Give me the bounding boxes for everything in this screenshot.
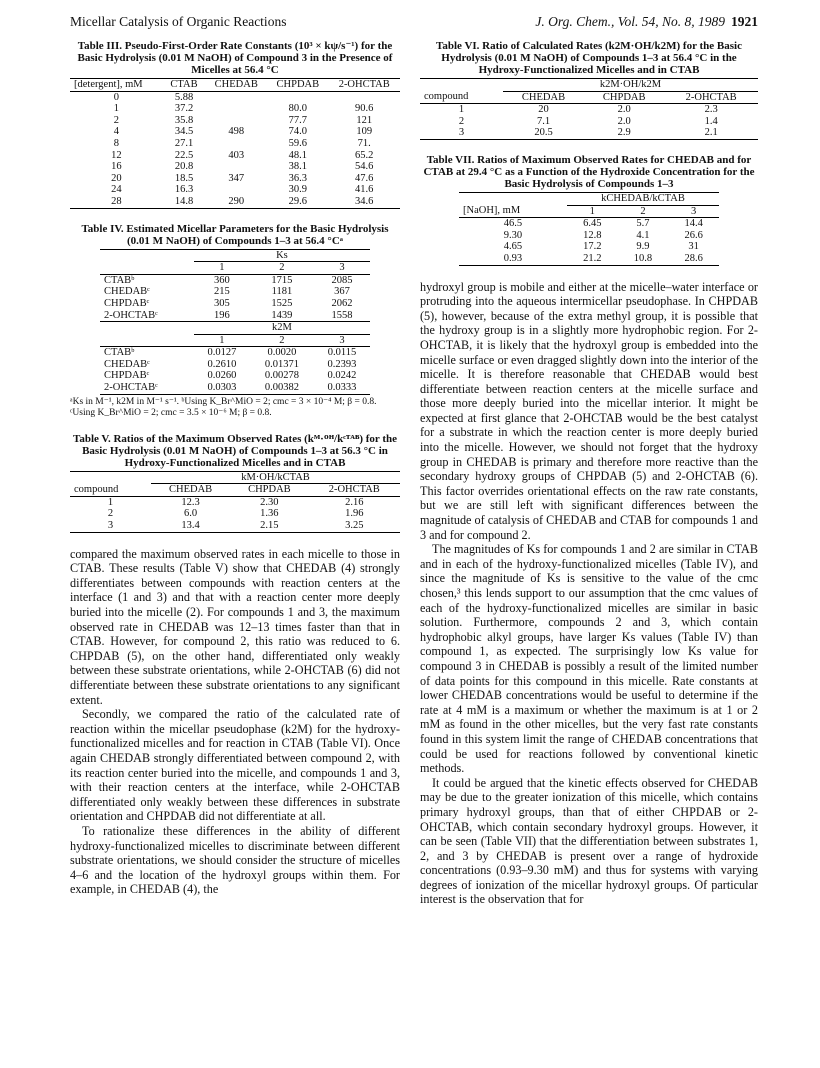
- table-row: [70, 161, 400, 173]
- table-cell: 109: [356, 126, 373, 138]
- table-cell: 41.6: [355, 184, 374, 196]
- table-cell: 48.1: [288, 149, 308, 161]
- column-group-header: kM·OH/kCTAB: [151, 471, 400, 484]
- table-6-grid: [420, 78, 758, 140]
- table-cell: 0.0020: [267, 347, 297, 359]
- table-cell: 1525: [271, 297, 293, 309]
- table-cell: 347: [228, 172, 245, 184]
- table-row: [420, 127, 758, 139]
- table-cell: 2.9: [584, 127, 664, 139]
- table-cell: 2: [107, 508, 114, 520]
- column-header: CHPDAB: [584, 91, 664, 104]
- column-header: CHEDAB: [151, 484, 230, 497]
- table-cell: 360: [214, 274, 230, 286]
- table-4: [70, 223, 400, 419]
- table-cell: 35.8: [174, 114, 194, 126]
- table-cell: 0.0303: [194, 382, 250, 394]
- table-row: [459, 253, 719, 265]
- table-cell: [205, 91, 267, 103]
- table-row: [70, 91, 400, 103]
- column-header: 3: [314, 334, 370, 347]
- table-cell: 2.0: [617, 104, 631, 116]
- table-row: [100, 382, 370, 394]
- table-cell: 121: [356, 114, 373, 126]
- table-cell: 90.6: [355, 103, 374, 115]
- table-cell: 5.88: [174, 91, 194, 103]
- table-row: [100, 370, 370, 382]
- table-cell: 0.2393: [327, 358, 357, 370]
- paragraph: To rationalize these differences in the ability of different hydroxy-functionalized micelles to discriminate between different substrate orientations, we should consider the structure of micelles 4–6 and the location of the hydroxyl groups within them. For example, in CHEDAB (4), the: [70, 823, 400, 897]
- table-cell: [205, 115, 267, 127]
- table-cell: 4.65: [503, 241, 523, 253]
- column-group-header: k2M: [194, 322, 370, 335]
- table-cell: [205, 103, 267, 115]
- table-row: [70, 520, 400, 532]
- table-row: [459, 218, 719, 230]
- table-cell: 5.7: [636, 218, 650, 230]
- spacer: [100, 334, 194, 347]
- table-cell: 31: [688, 241, 699, 253]
- table-cell: 10.8: [618, 253, 669, 265]
- column-header: 2: [250, 334, 314, 347]
- table-cell: 1: [458, 104, 465, 116]
- table-cell: 2085: [331, 274, 353, 286]
- column-header: 1: [194, 334, 250, 347]
- table-7-grid: [459, 192, 719, 266]
- table-3: [70, 40, 400, 209]
- table-cell: 34.6: [328, 196, 400, 208]
- table-cell: 17.2: [583, 241, 602, 253]
- table-cell: 24: [111, 184, 122, 196]
- table-cell: 2: [458, 115, 465, 127]
- table-cell: 0.00382: [250, 382, 314, 394]
- column-group-header: kCHEDAB/kCTAB: [567, 192, 719, 205]
- table-cell: [205, 138, 267, 150]
- table-cell: 9.9: [636, 241, 650, 253]
- table-4-caption: Table IV. Estimated Micellar Parameters for the Basic Hydrolysis (0.01 M NaOH) of Compounds 1–3 at 56.4 °Cᵃ: [81, 222, 389, 247]
- journal-citation: J. Org. Chem., Vol. 54, No. 8, 1989 1921: [535, 14, 758, 29]
- table-cell: 26.6: [684, 229, 703, 241]
- column-group-header: k2M·OH/k2M: [503, 79, 758, 92]
- column-header: 2-OHCTAB: [309, 484, 400, 497]
- left-body-text: [70, 547, 400, 897]
- table-cell: 403: [228, 149, 245, 161]
- column-header: CTAB: [163, 79, 206, 92]
- table-cell: 13.4: [151, 520, 230, 532]
- table-cell: 3.25: [309, 520, 400, 532]
- table-4-grid: [100, 249, 370, 395]
- table-5-caption: Table V. Ratios of the Maximum Observed Rates (kᴹ·ᴼᴴ/kᶜᵀᴬᴮ) for the Basic Hydrolysis (0.01 M NaOH) of Compounds 1–3 at 56.3 °C in Hydroxy-Functionalized Micelles and in CTAB: [73, 432, 397, 469]
- table-row: [70, 126, 400, 138]
- table-row: [100, 286, 370, 298]
- table-row: [100, 359, 370, 371]
- table-cell: 2: [113, 114, 119, 126]
- table-cell: 0.0333: [314, 382, 370, 394]
- table-row: [420, 104, 758, 116]
- table-cell: 2.30: [260, 496, 279, 508]
- table-row: [70, 508, 400, 520]
- table-cell: 16.3: [174, 184, 194, 196]
- table-cell: 2.15: [230, 520, 308, 532]
- paragraph: It could be argued that the kinetic effects observed for CHEDAB may be due to the greater ionization of this micelle, which contains primary hydroxyl groups, than that of either CHPDAB or 2-OHCTAB, which contain secondary hydroxyl groups. However, it can be seen (Table VII) that the differentiation between substrates 1, 2, and 3 by CHEDAB is present over a range of hydroxide concentrations (0.93–9.30 mM) and thus for systems with varying degrees of ionization of the micellar hydroxyl groups. Of particular interest is the observation that for: [420, 775, 758, 907]
- table-cell: 0.00278: [264, 370, 299, 382]
- column-header: compound: [420, 91, 503, 104]
- table-row: [100, 310, 370, 322]
- table-cell: 290: [205, 196, 267, 208]
- row-label: CHPDABᶜ: [104, 297, 150, 309]
- table-cell: 1.4: [704, 115, 718, 127]
- table-row: [70, 196, 400, 208]
- table-cell: 47.6: [355, 172, 374, 184]
- page-number: 1921: [731, 14, 758, 29]
- table-cell: 29.6: [267, 196, 328, 208]
- table-cell: 71.: [357, 137, 371, 149]
- column-header: 1: [567, 205, 618, 218]
- table-cell: 12: [111, 149, 122, 161]
- table-row: [459, 230, 719, 242]
- table-cell: 28: [70, 196, 163, 208]
- column-header: CHEDAB: [205, 79, 267, 92]
- table-5-grid: [70, 471, 400, 533]
- table-cell: 196: [194, 310, 250, 322]
- table-cell: 9.30: [503, 229, 523, 241]
- paragraph: compared the maximum observed rates in each micelle to those in CTAB. These results (Table V) show that CHEDAB (4) strongly differentiates between compounds with reaction centers at the interface (1 and 3) and that with a reaction center more deeply buried into the micelle (2). For compounds 1 and 3, the maximum observed rate in CHEDAB was 12–13 times faster than that in CTAB. However, for compound 2, this ratio was reduced to 6. CHPDAB (5), on the other hand, differentiated only weakly between these substrate orientations, while 2-OHCTAB (6) did not differentiate between these substrate orientations to any significant extent.: [70, 546, 400, 707]
- right-column: [420, 40, 758, 907]
- table-6-caption: Table VI. Ratio of Calculated Rates (k2M·OH/k2M) for the Basic Hydrolysis (0.01 M NaOH) of Compounds 1–3 at 56.4 °C in the Hydroxy-Functionalized Micelles and in CTAB: [436, 40, 742, 76]
- table-cell: [267, 91, 328, 103]
- table-cell: 22.5: [174, 149, 194, 161]
- table-cell: 1.36: [260, 508, 279, 520]
- table-7-caption: Table VII. Ratios of Maximum Observed Rates for CHEDAB and for CTAB at 29.4 °C as a Function of the Hydroxide Concentration for the Basic Hydrolysis of Compounds 1–3: [423, 153, 755, 190]
- row-label: CTABᵇ: [104, 347, 135, 359]
- table-cell: 14.4: [684, 218, 703, 230]
- running-title: Micellar Catalysis of Organic Reactions: [70, 14, 287, 29]
- table-cell: 0.93: [459, 253, 567, 265]
- table-cell: 38.1: [288, 161, 308, 173]
- table-cell: 18.5: [174, 172, 194, 184]
- table-3-caption: Table III. Pseudo-First-Order Rate Constants (10³ × kψ/s⁻¹) for the Basic Hydrolysis (0.01 M NaOH) of Compound 3 in the Presence of Micelles at 56.4 °C: [77, 40, 393, 76]
- table-cell: 80.0: [288, 103, 308, 115]
- table-row: [70, 184, 400, 196]
- table-cell: 305: [214, 297, 230, 309]
- column-header: 3: [668, 205, 719, 218]
- right-body-text: [420, 280, 758, 908]
- column-header: [NaOH], mM: [459, 205, 567, 218]
- table-cell: 2062: [331, 297, 353, 309]
- paragraph: The magnitudes of Ks for compounds 1 and 2 are similar in CTAB and in each of the hydroxy-functionalized micelles (Table IV), and since the magnitude of Ks is sensitive to the value of the cmc chosen,³ this lends support to our assumption that the cmc values of each of the hydroxy-functionalized micelles are similar in basic solution. Furthermore, compounds 2 and 3, which contain hydrophobic alkyl groups, have larger Ks values (Table IV) than compound 1, as expected. The surprisingly low Ks value for compound 3 in CHEDAB is possibly a result of the limited number of data points for this compound in this micelle. Rate constants at lower CHEDAB concentrations would be useful to determine if the rate at 4 mM is a maximum or whether the maximum is at 1 or 2 mM as found in the other micelles, but the very fast rate constants found in this system limit the range of CHEDAB concentrations that could be used for reactions followed by conventional kinetic methods.: [420, 542, 758, 776]
- table-cell: 498: [228, 126, 245, 138]
- table-cell: 6.0: [184, 508, 198, 520]
- table-cell: 77.7: [288, 114, 308, 126]
- table-cell: 2.0: [617, 115, 631, 127]
- table-cell: 0: [113, 91, 119, 103]
- table-cell: 20: [538, 104, 549, 116]
- column-header: 2: [618, 205, 669, 218]
- table-cell: 30.9: [288, 184, 308, 196]
- row-label: CHEDABᶜ: [104, 286, 150, 298]
- column-header: CHPDAB: [267, 79, 328, 92]
- table-3-grid: [70, 78, 400, 209]
- table-cell: 1.96: [345, 508, 364, 520]
- table-cell: 28.6: [668, 253, 719, 265]
- table-6: [420, 40, 758, 140]
- table-cell: 46.5: [503, 218, 523, 230]
- table-cell: 8: [113, 137, 119, 149]
- table-cell: 59.6: [288, 137, 308, 149]
- table-cell: 12.3: [181, 496, 200, 508]
- table-cell: 1558: [314, 310, 370, 322]
- column-header: CHEDAB: [503, 91, 584, 104]
- table-cell: 4.1: [636, 229, 650, 241]
- table-row: [70, 496, 400, 508]
- table-cell: 20: [111, 172, 122, 184]
- column-header: 2: [250, 262, 314, 275]
- left-column: [70, 40, 400, 897]
- table-cell: 4: [113, 126, 119, 138]
- table-cell: 3: [70, 520, 151, 532]
- table-row: [70, 103, 400, 115]
- paragraph: hydroxyl group is mobile and either at the micelle–water interface or protruding into the aqueous intermicellar pseudophase. In CHPDAB (5), however, because of the extra methyl group, it is possible that the hydroxy group is in a slightly more hydrophobic region. For 2-OHCTAB, it is likely that the hydroxyl group is embedded into the micelle surface or even dragged slightly down into the interior of the micelle. It is therefore reasonable that CHEDAB would best differentiate between reaction centers at the micelle surface and those more deeply buried into the micellar interior. It might be expected at first glance that 2-OHCTAB would be the best catalyst for a substrate in which the reaction center is more deeply buried into the micelle. However, we should not forget that the hydroxy group in CHEDAB is primary and therefore more reactive than the secondary hydroxy groups of CHPDAB (5) and 2-OHCTAB (6). This factor overrides orientational effects on the raw rate constants, but we are still left with significant differences between the magnitude of catalysis of CHEDAB and CTAB for compounds 1 and 3 and for compound 2.: [420, 279, 758, 542]
- table-5: [70, 433, 400, 533]
- row-label: CHEDABᶜ: [104, 358, 150, 370]
- table-cell: 7.1: [536, 115, 551, 127]
- table-row: [70, 138, 400, 150]
- table-cell: 27.1: [174, 137, 194, 149]
- spacer: [100, 262, 194, 275]
- table-cell: 37.2: [174, 103, 194, 115]
- column-header: [detergent], mM: [70, 79, 163, 92]
- table-cell: 1715: [271, 274, 293, 286]
- table-7: [420, 154, 758, 266]
- table-cell: 2.1: [664, 127, 758, 139]
- table-cell: 12.8: [583, 229, 602, 241]
- table-cell: 1: [107, 496, 114, 508]
- table-row: [420, 116, 758, 128]
- table-4-footnote: ᵃKs in M⁻¹, k2M in M⁻¹ s⁻¹. ᵇUsing K_Br^MiO = 2; cmc = 3 × 10⁻⁴ M; β = 0.8. ᶜUsing K_Br^MiO = 2; cmc = 3.5 × 10⁻⁶ M; β = 0.8.: [70, 396, 377, 418]
- row-label: CTABᵇ: [104, 274, 135, 286]
- paragraph: Secondly, we compared the ratio of the calculated rate of reaction within the micellar pseudophase (k2M) for the hydroxy-functionalized micelles and for reaction in CTAB (Table VI). Once again CHEDAB strongly differentiated between compound 2, with its reaction center buried into the micelle, and compounds 1 and 3, with their reaction centers at the interface, while 2-OHCTAB differentiated only weakly between these differences in substrate orientation and CHPDAB did not differentiate at all.: [70, 707, 400, 824]
- table-cell: [205, 184, 267, 196]
- table-row: [100, 347, 370, 359]
- table-row: [70, 150, 400, 162]
- column-header: 2-OHCTAB: [328, 79, 400, 92]
- table-cell: 1181: [271, 286, 293, 298]
- span-spacer: [70, 471, 151, 484]
- column-header: 3: [314, 262, 370, 275]
- table-cell: [205, 161, 267, 173]
- column-header: 1: [194, 262, 250, 275]
- table-cell: 3: [420, 127, 503, 139]
- table-row: [70, 173, 400, 185]
- table-cell: 20.8: [174, 161, 194, 173]
- span-spacer: [459, 192, 567, 205]
- row-label: 2-OHCTABᶜ: [100, 382, 194, 394]
- table-cell: 65.2: [355, 149, 374, 161]
- table-row: [459, 241, 719, 253]
- table-cell: 0.0127: [207, 347, 237, 359]
- table-cell: 0.0115: [327, 347, 357, 359]
- running-header: [70, 14, 758, 32]
- column-group-header: Ks: [194, 249, 370, 262]
- table-cell: 54.6: [355, 161, 374, 173]
- table-cell: 0.2610: [207, 358, 237, 370]
- column-header: compound: [70, 484, 151, 497]
- table-row: [100, 274, 370, 286]
- table-row: [100, 298, 370, 310]
- table-cell: 0.01371: [264, 358, 299, 370]
- table-cell: 74.0: [288, 126, 308, 138]
- table-cell: 215: [214, 286, 230, 298]
- column-header: CHPDAB: [230, 484, 308, 497]
- table-cell: [328, 91, 400, 103]
- table-cell: 34.5: [174, 126, 194, 138]
- table-cell: 367: [334, 286, 350, 298]
- span-spacer: [420, 79, 503, 92]
- table-cell: 0.0242: [327, 370, 357, 382]
- table-row: [70, 115, 400, 127]
- table-cell: 6.45: [583, 218, 602, 230]
- column-header: 2-OHCTAB: [664, 91, 758, 104]
- table-cell: 16: [111, 161, 122, 173]
- table-cell: 20.5: [503, 127, 584, 139]
- table-cell: 14.8: [163, 196, 206, 208]
- row-label: CHPDABᶜ: [104, 370, 150, 382]
- row-label: 2-OHCTABᶜ: [100, 310, 194, 322]
- table-cell: 2.3: [704, 104, 718, 116]
- spacer: [100, 249, 194, 262]
- table-cell: 1: [113, 103, 119, 115]
- table-cell: 2.16: [345, 496, 364, 508]
- spacer: [100, 322, 194, 335]
- table-cell: 21.2: [567, 253, 618, 265]
- table-cell: 1439: [250, 310, 314, 322]
- table-cell: 36.3: [288, 172, 308, 184]
- table-cell: 0.0260: [207, 370, 237, 382]
